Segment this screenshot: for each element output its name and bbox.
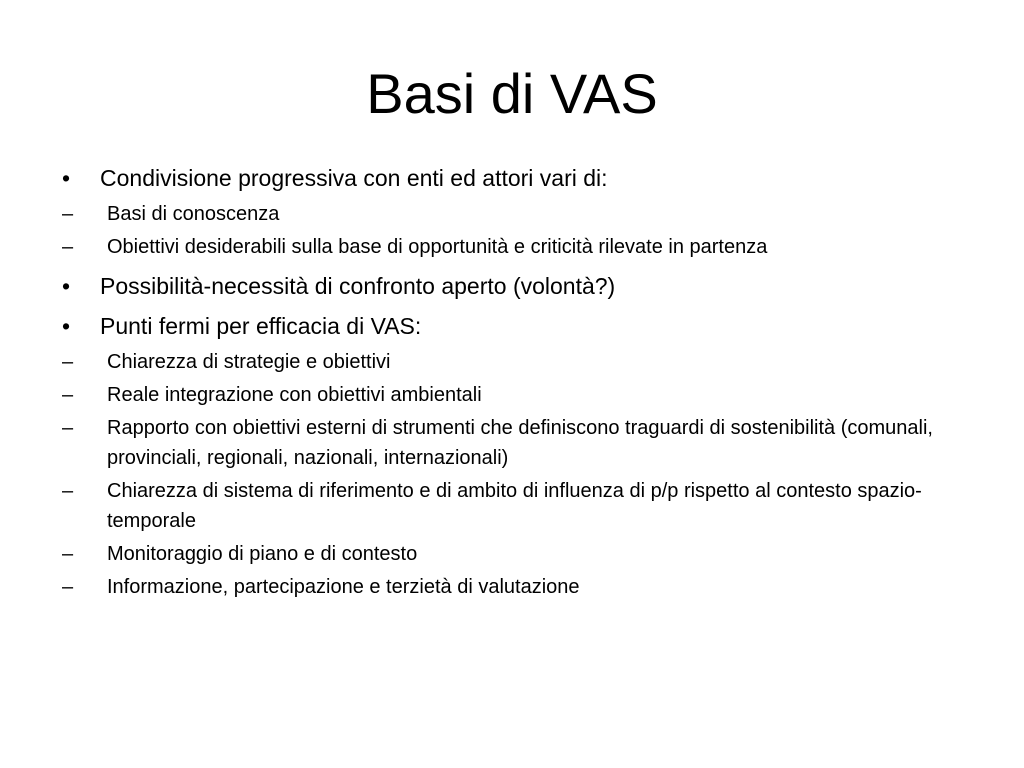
bullet-text: Punti fermi per efficacia di VAS: — [100, 313, 422, 339]
bullet-text: Possibilità-necessità di confronto aperto (volontà?) — [100, 273, 616, 299]
dash-marker: – — [62, 576, 74, 598]
bullet-item — [62, 160, 962, 196]
sub-bullet-text: Basi di conoscenza — [107, 203, 280, 225]
bullet-marker: • — [62, 165, 71, 191]
sub-bullet-item — [62, 572, 962, 602]
sub-bullet-text: Obiettivi desiderabili sulla base di opportunità e criticità rilevate in partenza — [107, 236, 768, 258]
dash-marker: – — [62, 203, 74, 225]
dash-marker: – — [62, 543, 74, 565]
sub-bullet-list — [62, 199, 962, 262]
sublist-container — [62, 199, 962, 262]
dash-marker: – — [62, 384, 74, 406]
sub-bullet-text: Informazione, partecipazione e terzietà di valutazione — [107, 576, 580, 598]
bullet-marker: • — [62, 313, 71, 339]
bullet-marker: • — [62, 273, 71, 299]
sub-bullet-item — [62, 380, 962, 410]
sublist-container — [62, 347, 962, 602]
sub-bullet-item — [62, 232, 962, 262]
sub-bullet-item — [62, 413, 962, 473]
dash-marker: – — [62, 480, 74, 502]
bullet-item — [62, 268, 962, 304]
sub-bullet-item — [62, 476, 962, 536]
sub-bullet-text: Rapporto con obiettivi esterni di strumenti che definiscono traguardi di sostenibilità (comunali, provinciali, regionali, nazionali, internazionali) — [107, 417, 933, 469]
sub-bullet-item — [62, 539, 962, 569]
bullet-list — [62, 160, 962, 608]
sub-bullet-item — [62, 347, 962, 377]
dash-marker: – — [62, 236, 74, 258]
dash-marker: – — [62, 351, 74, 373]
sub-bullet-text: Chiarezza di sistema di riferimento e di ambito di influenza di p/p rispetto al contesto spazio-temporale — [107, 480, 922, 532]
sub-bullet-text: Chiarezza di strategie e obiettivi — [107, 351, 391, 373]
sub-bullet-list — [62, 347, 962, 602]
sub-bullet-text: Reale integrazione con obiettivi ambientali — [107, 384, 482, 406]
sub-bullet-text: Monitoraggio di piano e di contesto — [107, 543, 418, 565]
bullet-text: Condivisione progressiva con enti ed attori vari di: — [100, 165, 608, 191]
bullet-item — [62, 308, 962, 344]
slide-title: Basi di VAS — [366, 62, 658, 125]
sub-bullet-item — [62, 199, 962, 229]
dash-marker: – — [62, 417, 74, 439]
